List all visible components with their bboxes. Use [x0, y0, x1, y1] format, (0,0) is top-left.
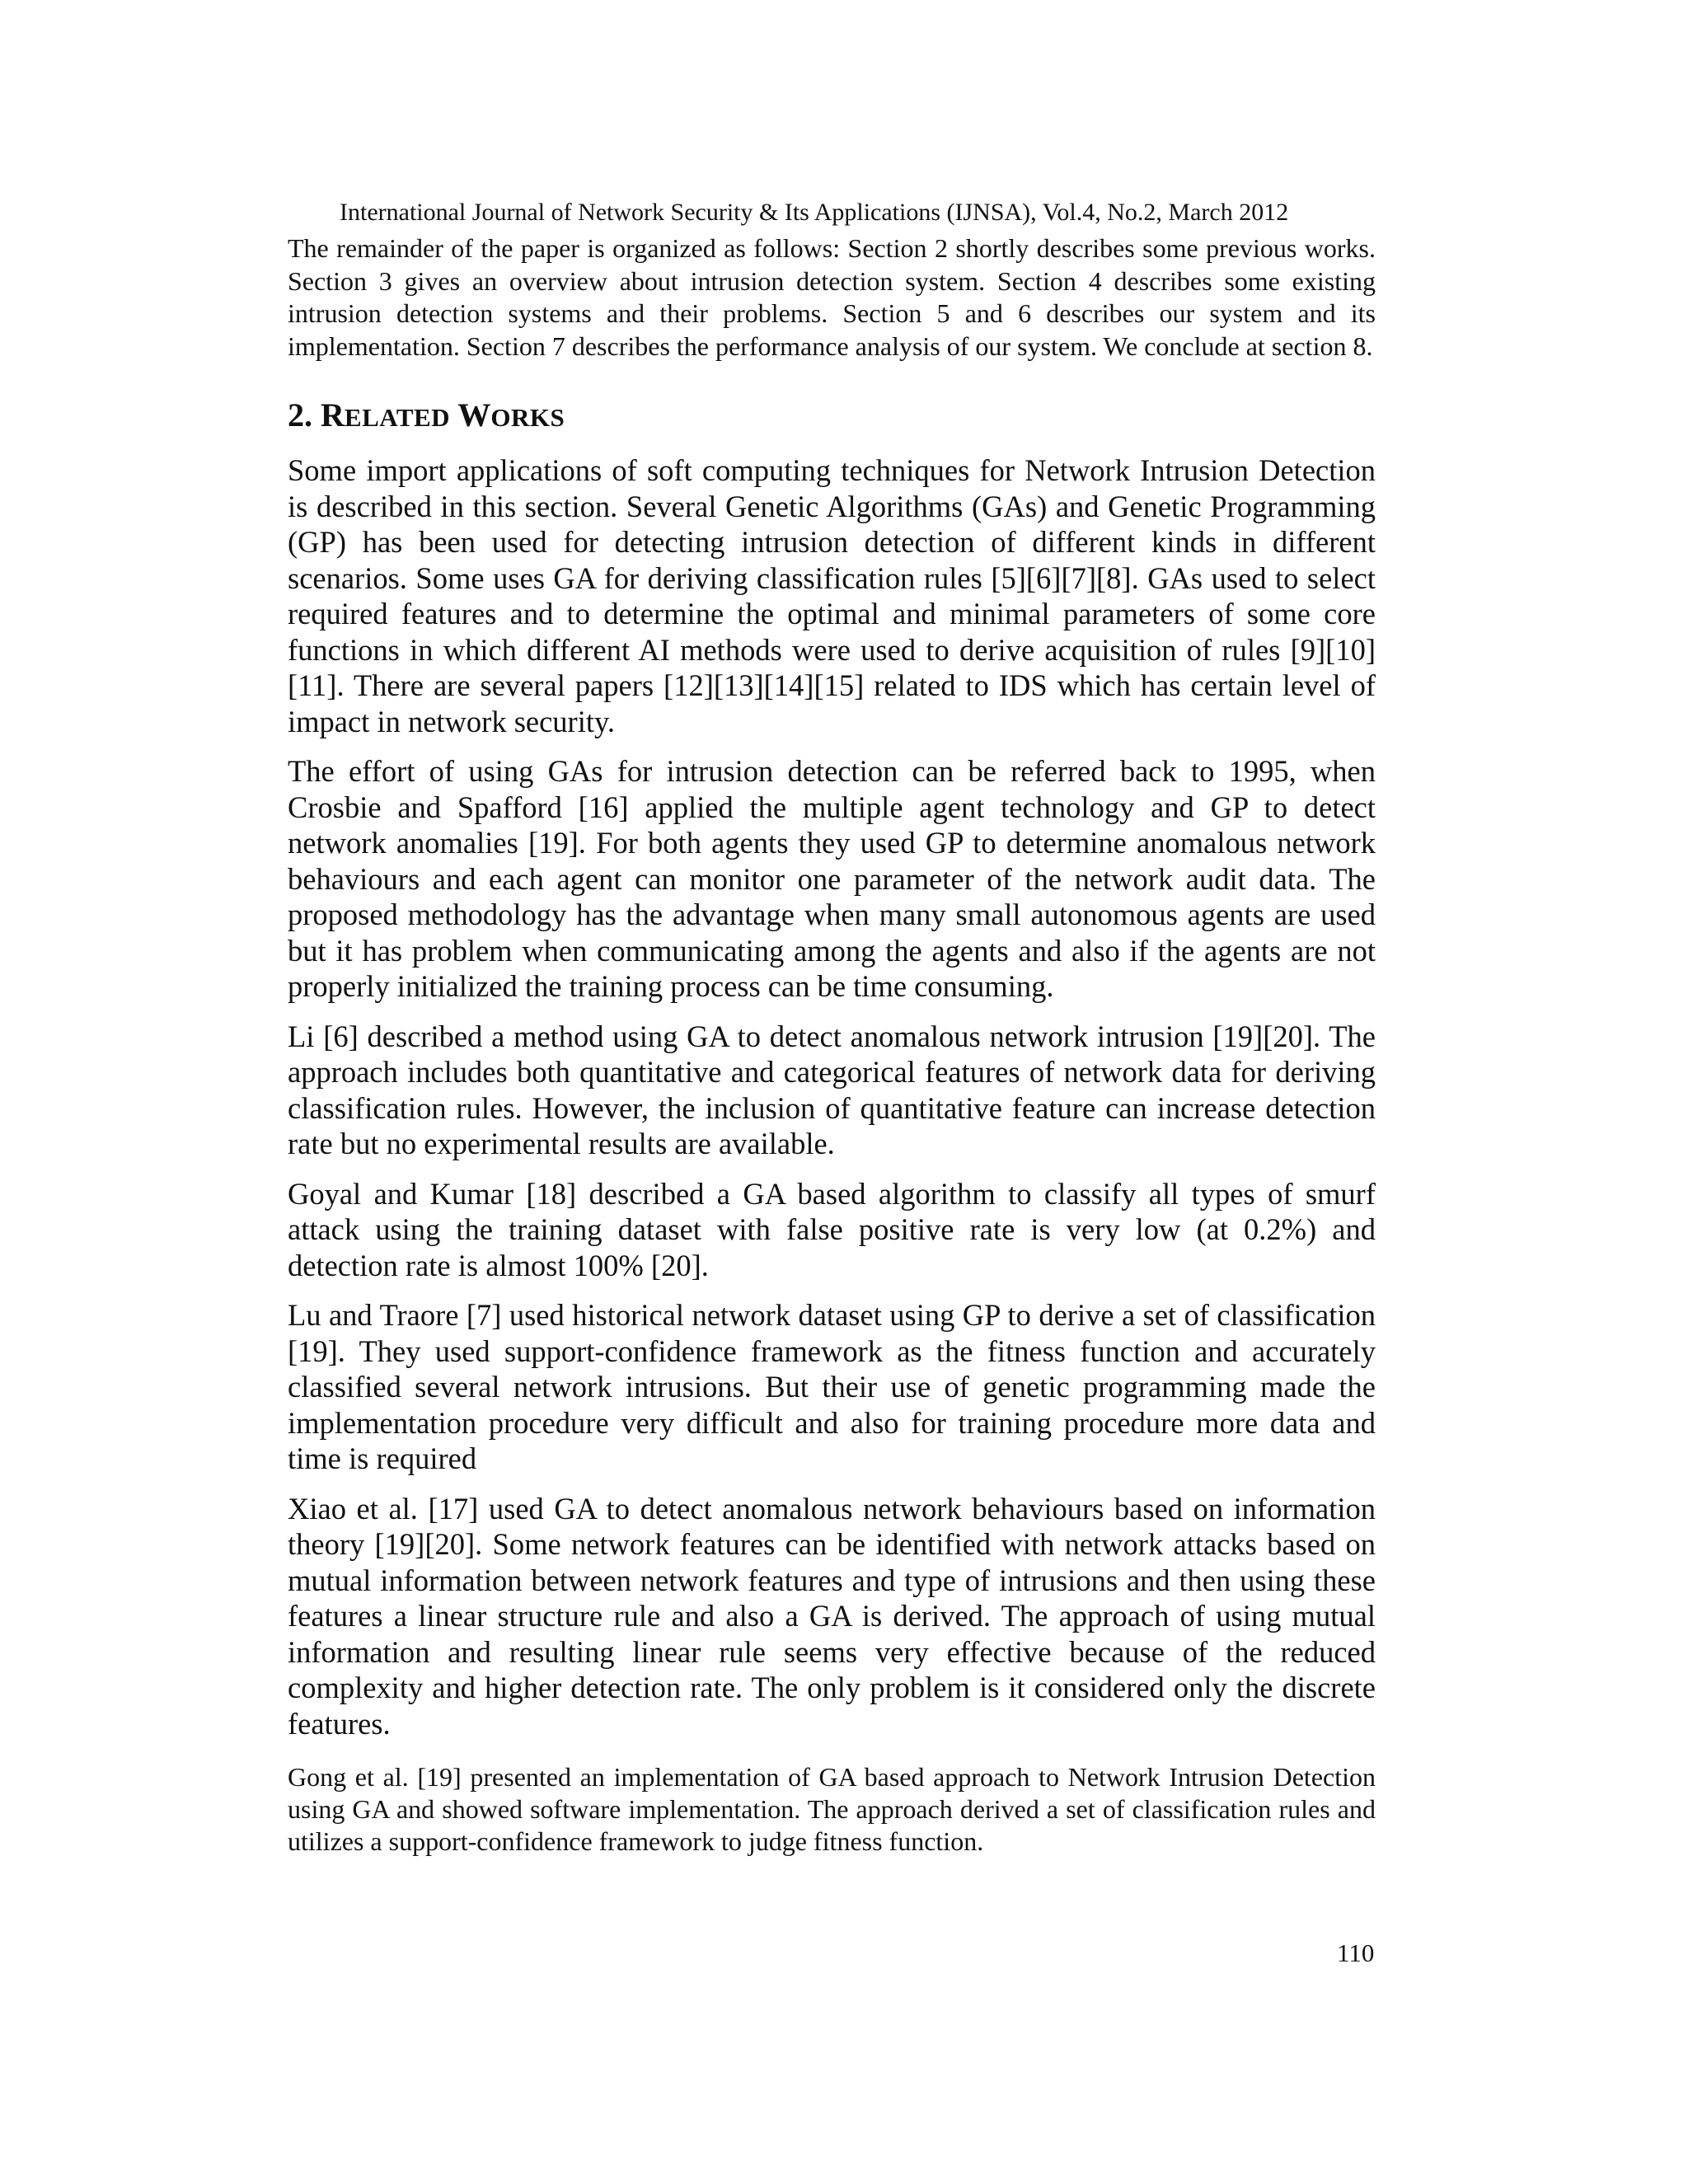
paragraph-lu-traore: Lu and Traore [7] used historical network dataset using GP to derive a set of classification [19]. They used support-confidence framework as the fitness function and accurately classified several network intrusions. But their use of genetic programming made the implementation procedure very difficult and also for training procedure more data and time is required [288, 1298, 1376, 1475]
intro-paragraph: The remainder of the paper is organized as follows: Section 2 shortly describes some previous works. Section 3 gives an overview about intrusion detection system. Section 4 describes some existing intrusion detection systems and their problems. Section 5 and 6 describes our system and its implementation. Section 7 describes the performance analysis of our system. We conclude at section 8. [288, 233, 1376, 361]
paragraph-xiao: Xiao et al. [17] used GA to detect anomalous network behaviours based on information theory [19][20]. Some network features can be identified with network attacks based on mutual information between network features and type of intrusions and then using these features a linear structure rule and also a GA is derived. The approach of using mutual information and resulting linear rule seems very effective because of the reduced complexity and higher detection rate. The only problem is it considered only the discrete features. [288, 1491, 1376, 1741]
page-body [288, 232, 1376, 1858]
running-header: International Journal of Network Security & Its Applications (IJNSA), Vol.4, No.2, March 2012 [340, 199, 1289, 226]
page-number: 110 [1337, 1938, 1375, 1967]
paragraph-soft-computing: Some import applications of soft computing techniques for Network Intrusion Detection is described in this section. Several Genetic Algorithms (GAs) and Genetic Programming (GP) has been used for detecting intrusion detection of different kinds in different scenarios. Some uses GA for deriving classification rules [5][6][7][8]. GAs used to select required features and to determine the optimal and minimal parameters of some core functions in which different AI methods were used to derive acquisition of rules [9][10][11]. There are several papers [12][13][14][15] related to IDS which has certain level of impact in network security. [288, 453, 1376, 738]
paragraph-goyal-kumar: Goyal and Kumar [18] described a GA based algorithm to classify all types of smurf attack using the training dataset with false positive rate is very low (at 0.2%) and detection rate is almost 100% [20]. [288, 1176, 1376, 1282]
paragraph-gong: Gong et al. [19] presented an implementation of GA based approach to Network Intrusion Detection using GA and showed software implementation. The approach derived a set of classification rules and utilizes a support-confidence framework to judge fitness function. [288, 1762, 1376, 1856]
section-number: 2. [288, 396, 312, 434]
paragraph-crosbie-spafford: The effort of using GAs for intrusion detection can be referred back to 1995, when Crosbie and Spafford [16] applied the multiple agent technology and GP to detect network anomalies [19]. For both agents they used GP to determine anomalous network behaviours and each agent can monitor one parameter of the network audit data. The proposed methodology has the advantage when many small autonomous agents are used but it has problem when communicating among the agents and also if the agents are not properly initialized the training process can be time consuming. [288, 754, 1376, 1003]
section-heading [288, 396, 1376, 438]
paragraph-li: Li [6] described a method using GA to detect anomalous network intrusion [19][20]. The approach includes both quantitative and categorical features of network data for deriving classification rules. However, the inclusion of quantitative feature can increase detection rate but no experimental results are available. [288, 1019, 1376, 1160]
section-title-orks: ORKS [490, 403, 565, 432]
section-title-r: R [321, 396, 345, 434]
section-title-elated: ELATED [344, 403, 451, 432]
section-title-w: W [457, 396, 491, 434]
